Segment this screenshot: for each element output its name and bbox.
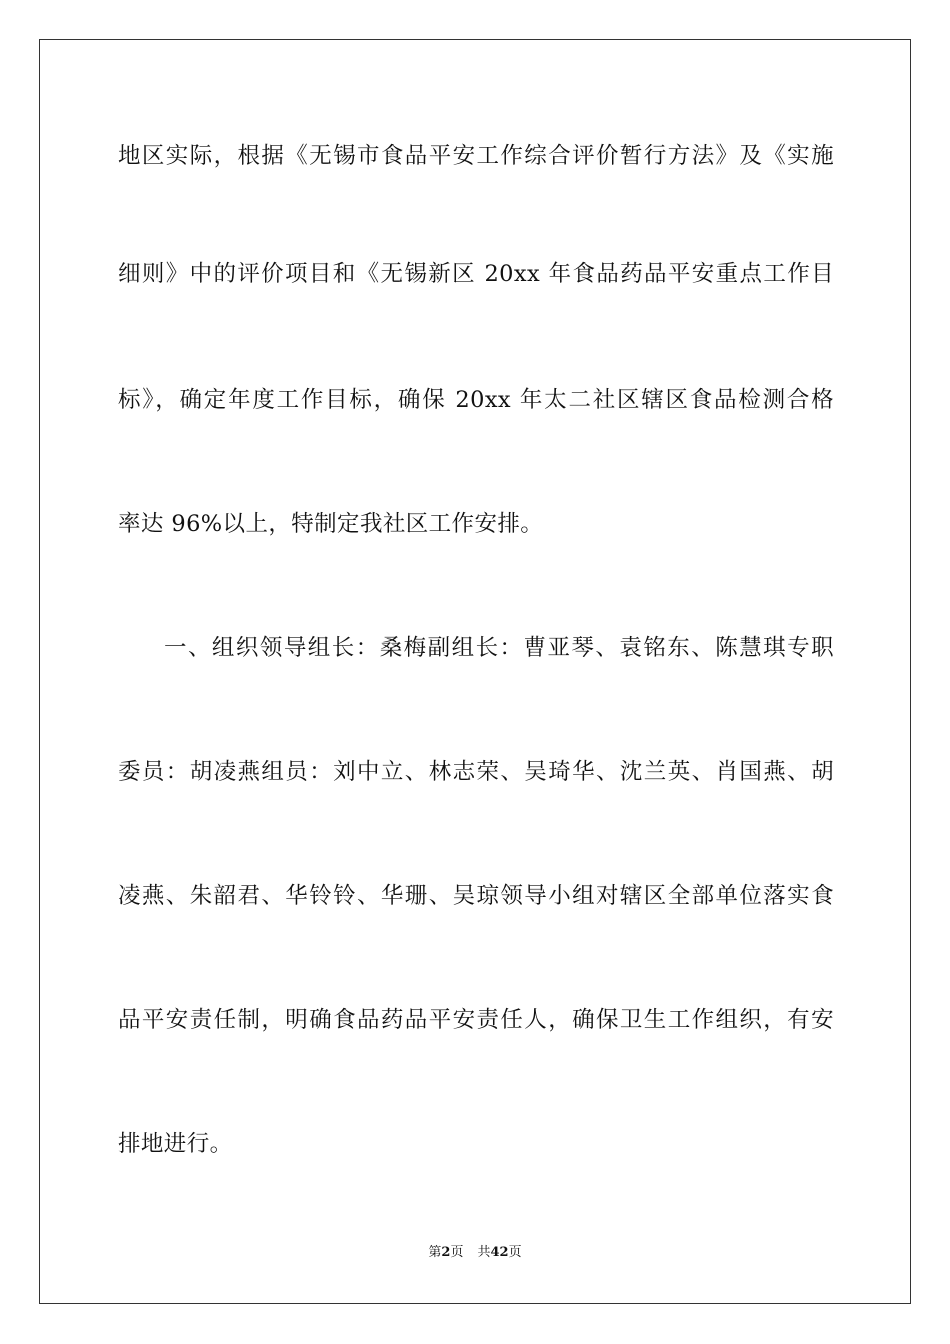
- body-line-8: 品平安责任制，明确食品药品平安责任人，确保卫生工作组织，有安: [118, 1007, 834, 1033]
- footer-total-suffix: 页: [508, 1245, 522, 1260]
- body-line-9: 排地进行。: [118, 1131, 233, 1157]
- body-line-5: 一、组织领导组长：桑梅副组长：曹亚琴、袁铭东、陈慧琪专职: [164, 635, 834, 661]
- page-footer: [0, 1244, 950, 1262]
- page-border: [39, 39, 911, 1304]
- body-line-1: 地区实际，根据《无锡市食品平安工作综合评价暂行方法》及《实施: [118, 143, 834, 169]
- body-line-4: 率达 96%以上，特制定我社区工作安排。: [118, 511, 544, 537]
- body-line-7: 凌燕、朱韶君、华铃铃、华珊、吴琼领导小组对辖区全部单位落实食: [118, 883, 834, 909]
- body-line-6: 委员：胡凌燕组员：刘中立、林志荣、吴琦华、沈兰英、肖国燕、胡: [118, 759, 834, 785]
- footer-page-prefix: 第: [428, 1245, 442, 1260]
- footer-total-pages: 42: [490, 1245, 509, 1260]
- body-line-3: 标》，确定年度工作目标，确保 20xx 年太二社区辖区食品检测合格: [118, 387, 834, 413]
- footer-page-suffix: 页: [450, 1245, 464, 1260]
- body-line-2: 细则》中的评价项目和《无锡新区 20xx 年食品药品平安重点工作目: [118, 261, 834, 287]
- footer-total-prefix: 共: [477, 1245, 491, 1260]
- footer-page-number: 2: [441, 1245, 451, 1260]
